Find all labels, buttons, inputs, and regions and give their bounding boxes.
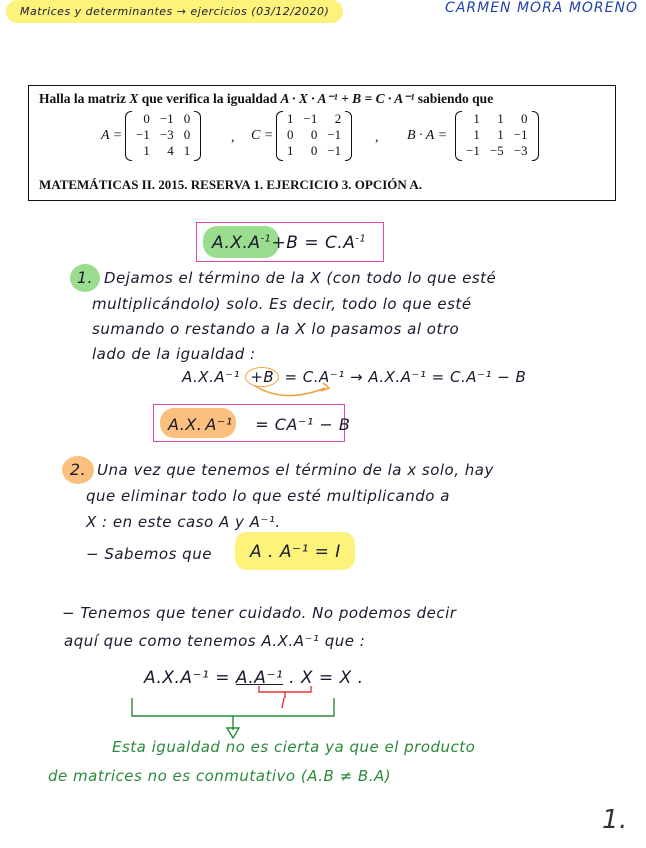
matrix-a-cell: 0 <box>183 127 191 142</box>
problem-equation: A · X · A⁻¹ + B = C · A⁻¹ <box>280 91 415 106</box>
matrix-ba <box>461 111 533 159</box>
separator: , <box>231 130 235 145</box>
separator: , <box>375 130 379 145</box>
matrix-ba-cell: 0 <box>521 111 528 126</box>
header-title: Matrices y determinantes → ejercicios (03/12/2020) <box>6 0 343 23</box>
matrix-ba-cell: 1 <box>473 127 480 142</box>
matrix-c-cell: −1 <box>327 143 342 158</box>
matrix-a-cell: −3 <box>159 127 174 142</box>
plus-b-circled: +B <box>245 367 279 387</box>
matrix-ba-cell: −1 <box>466 143 480 158</box>
matrix-a-cell: 4 <box>167 143 174 158</box>
matrix-c-cell: 1 <box>287 111 294 126</box>
matrix-ba-cell: 1 <box>497 127 504 142</box>
matrix-ba-cell: −3 <box>513 143 528 158</box>
move-arrow-icon <box>245 380 355 404</box>
matrix-a-cell: −1 <box>159 111 174 126</box>
step-2-line-1: Una vez que tenemos el término de la x solo, hay <box>97 461 494 479</box>
main-equation: $A.X.A^{-1}+B = C.A^{-1}$ <box>212 233 367 253</box>
matrix-a-cell: 1 <box>183 143 191 158</box>
result-equation: A.X. A⁻¹ = CA⁻¹ − B <box>168 415 351 434</box>
conclusion-line-1: Esta igualdad no es cierta ya que el producto <box>112 738 476 756</box>
matrix-ba-cell: −1 <box>513 127 528 142</box>
conclusion-line-2: de matrices no es conmutativo (A.B ≠ B.A) <box>48 767 392 785</box>
matrix-ba-cell: −5 <box>489 143 504 158</box>
author-name: CARMEN MORA MORENO <box>445 0 638 16</box>
matrix-c-cell: −1 <box>303 111 318 126</box>
step-1-line-2: multiplicándolo) solo. Es decir, todo lo que esté <box>92 295 472 313</box>
matrix-c-cell: 0 <box>310 143 318 158</box>
matrix-c-label: C = <box>251 128 274 143</box>
step-1-line-1: Dejamos el término de la X (con todo lo que esté <box>104 269 497 287</box>
matrix-ba-cell: 1 <box>473 111 480 126</box>
sabemos-text: − Sabemos que <box>86 545 212 563</box>
step-2-line-2: que eliminar todo lo que esté multiplicando a <box>86 487 450 505</box>
matrix-c-cell: −1 <box>327 127 342 142</box>
matrix-c-cell: 0 <box>287 127 294 142</box>
bracket-arrow-icon <box>128 696 348 742</box>
matrix-ba-cell: 1 <box>497 111 504 126</box>
matrix-c-cell: 0 <box>310 127 318 142</box>
problem-statement <box>28 85 616 201</box>
step-2-line-3: X : en este caso A y A⁻¹. <box>86 513 281 531</box>
cuidado-line-1: − Tenemos que tener cuidado. No podemos decir <box>62 604 457 622</box>
identity-equation: A . A⁻¹ = I <box>250 542 341 562</box>
page-number: 1. <box>602 805 628 835</box>
matrix-c-cell: 1 <box>287 143 294 158</box>
problem-title: Halla la matriz X que verifica la igualdad A · X · A⁻¹ + B = C · A⁻¹ sabiendo que <box>39 91 494 106</box>
matrix-a-cell: 0 <box>143 111 150 126</box>
matrix-c-cell: 2 <box>334 111 342 126</box>
matrix-a <box>131 111 195 159</box>
step-2-number: 2. <box>62 456 94 484</box>
identity-label: I <box>281 696 286 712</box>
matrix-a-cell: −1 <box>136 127 150 142</box>
step-1-line-3: sumando o restando a la X lo pasamos al otro <box>92 320 460 338</box>
step-1-equation: A.X.A⁻¹ +B = C.A⁻¹ → A.X.A⁻¹ = C.A⁻¹ − B <box>182 368 527 386</box>
problem-source: MATEMÁTICAS II. 2015. RESERVA 1. EJERCICIO 3. OPCIÓN A. <box>39 177 422 192</box>
matrix-c <box>282 111 346 159</box>
wrong-equation: A.X.A⁻¹ = A.A⁻¹ . X = X . <box>144 668 364 688</box>
matrix-a-cell: 1 <box>143 143 150 158</box>
cuidado-line-2: aquí que como tenemos A.X.A⁻¹ que : <box>64 632 366 650</box>
matrix-a-cell: 0 <box>183 111 191 126</box>
step-1-number: 1. <box>70 264 100 292</box>
step-1-line-4: lado de la igualdad : <box>92 345 256 363</box>
matrix-ba-label: B · A = <box>407 128 448 143</box>
matrix-a-label: A = <box>101 128 123 143</box>
